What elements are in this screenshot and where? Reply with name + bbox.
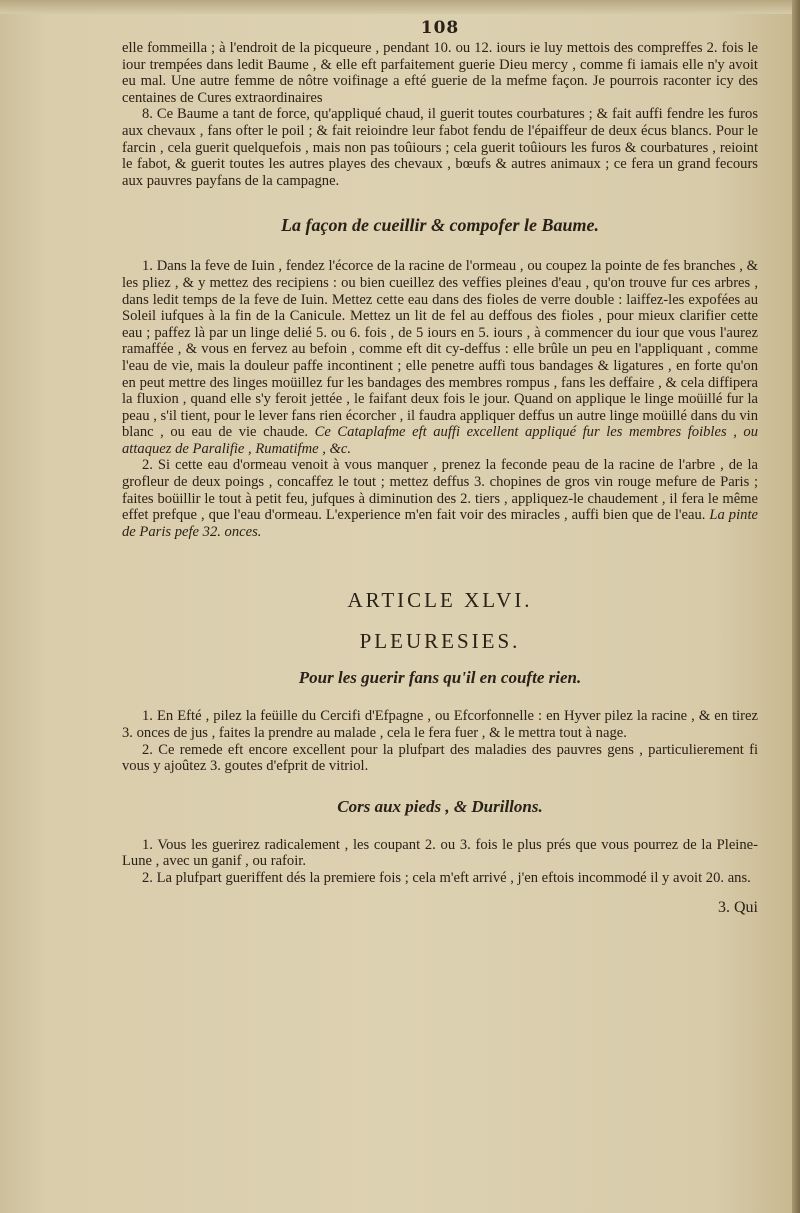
page-top-shadow: [0, 0, 792, 14]
paragraph-1: [122, 258, 758, 457]
paragraph-2-italic: La pinte de Paris pefe 32. onces.: [122, 507, 758, 540]
page-edge: [792, 0, 800, 1213]
paragraph-1-italic: Ce Cataplafme eft auffi excellent appliqué fur les membres foibles , ou attaquez de Paralifie , Rumatifme , &c.: [122, 424, 759, 457]
pleuresie-paragraph-2: 2. Ce remede eft encore excellent pour la plufpart des maladies des pauvres gens , particulierement fi vous y ajoûtez 3. goutes d'efprit de vitriol.: [122, 741, 758, 775]
intro-paragraph: elle fommeilla ; à l'endroit de la picqueure , pendant 10. ou 12. iours ie luy mettois des compreffes 2. fois le iour trempées dans ledit Baume , & elle eft parfaitement guerie Dieu mercy , comme fi iamais elle n'y avoit eu mal. Une autre femme de nôtre voifinage a efté guerie de la mefme façon. Je pourrois raconter icy des centaines de Cures extraordinaires: [122, 40, 758, 106]
cors-paragraph-1: 1. Vous les guerirez radicalement , les coupant 2. ou 3. fois le plus prés que vous pourrez de la Pleine-Lune , avec un ganif , ou rafoir.: [122, 836, 758, 870]
pleuresie-paragraph-1: 1. En Efté , pilez la feüille du Cercifi d'Efpagne , ou Efcorfonnelle : en Hyver pilez la racine , & en tirez 3. onces de jus , faites la prendre au malade , cela le fera fuer , & le mettra tout à nage.: [122, 708, 758, 742]
page-content: [122, 18, 758, 917]
section-heading: La façon de cueillir & compofer le Baume.: [281, 215, 599, 236]
cors-paragraph-2: 2. La plufpart gueriffent dés la premiere fois ; cela m'eft arrivé , j'en eftois incommodé il y avoit 20. ans.: [142, 870, 751, 886]
paragraph-8: 8. Ce Baume a tant de force, qu'appliqué chaud, il guerit toutes courbatures ; & fait auffi fendre les furos aux chevaux , fans ofter le poil ; & fait reioindre leur fabot fendu de l'épaiffeur de deux écus blancs. Pour le farcin , cela guerit quelquefois , mais non pas toûiours ; cela guerit toûiours les furos & courbatures , reioint le fabot, & guerit toutes les autres playes des chevaux , bœufs & autres animaux ; ce fera un grand fecours aux pauvres payfans de la campagne.: [122, 106, 758, 189]
paragraph-2-text: 2. Si cette eau d'ormeau venoit à vous manquer , prenez la feconde peau de la racine de l'arbre , de la grofleur de deux poings , concaffez le tout ; mettez deffus 3. chopines de gros vin rouge mefure de Paris ; faites boüillir le tout à petit feu, jufques à diminution des 2. tiers , appliquez-le chaudement , il fera le même effet prefque , que l'eau d'ormeau. L'experience m'en fait voir des miracles , auffi bien que de l'eau.: [122, 457, 758, 524]
paragraph-1-text: 1. Dans la feve de Iuin , fendez l'écorce de la racine de l'ormeau , ou coupez la pointe de fes branches , & les pliez , & y mettez des recipiens : ou bien cueillez des veffies pleines d'eau , qu'on trouve fur ces arbres , dans ledit temps de la feve de Iuin. Mettez cette eau dans des fioles de verre double : laiffez-les expofées au Soleil iufques à la fin de la Canicule. Mettez un lit de fel au deffous des fioles , pour mieux clarifier cette eau ; paffez là par un linge delié 5. ou 6. fois , de 5 iours en 5. iours , à commencer du iour que vous l'aurez ramaffée , & vous en fervez au befoin , comme eft dit cy-deffus : elle brûle un peu en l'appliquant , comme l'eau de vie, mais la douleur paffe incontinent ; elle penetre auffi tous bandages & ligatures , en forte qu'on en peut mettre des linges moüillez fur les bandages des membres rompus , fans les deffaire , & cela diffipera la fluxion , quand elle s'y feroit jettée , le faifant deux fois le jour. Quand on applique le linge moüillé fur la peau , s'il tient, pour le lever fans rien écorcher , il faudra appliquer deffus un autre linge moüillé dans du vin blanc , ou eau de vie chaude.: [122, 258, 758, 441]
sub-heading-remedy: Pour les guerir fans qu'il en coufte rien.: [298, 668, 582, 688]
catchword: 3. Qui: [718, 898, 758, 916]
chapter-heading: PLEURESIES.: [359, 629, 521, 654]
page-number: 108: [420, 18, 460, 38]
paragraph-2: [122, 457, 758, 540]
article-heading: ARTICLE XLVI.: [347, 588, 533, 613]
sub-heading-cors: Cors aux pieds , & Durillons.: [337, 796, 543, 816]
